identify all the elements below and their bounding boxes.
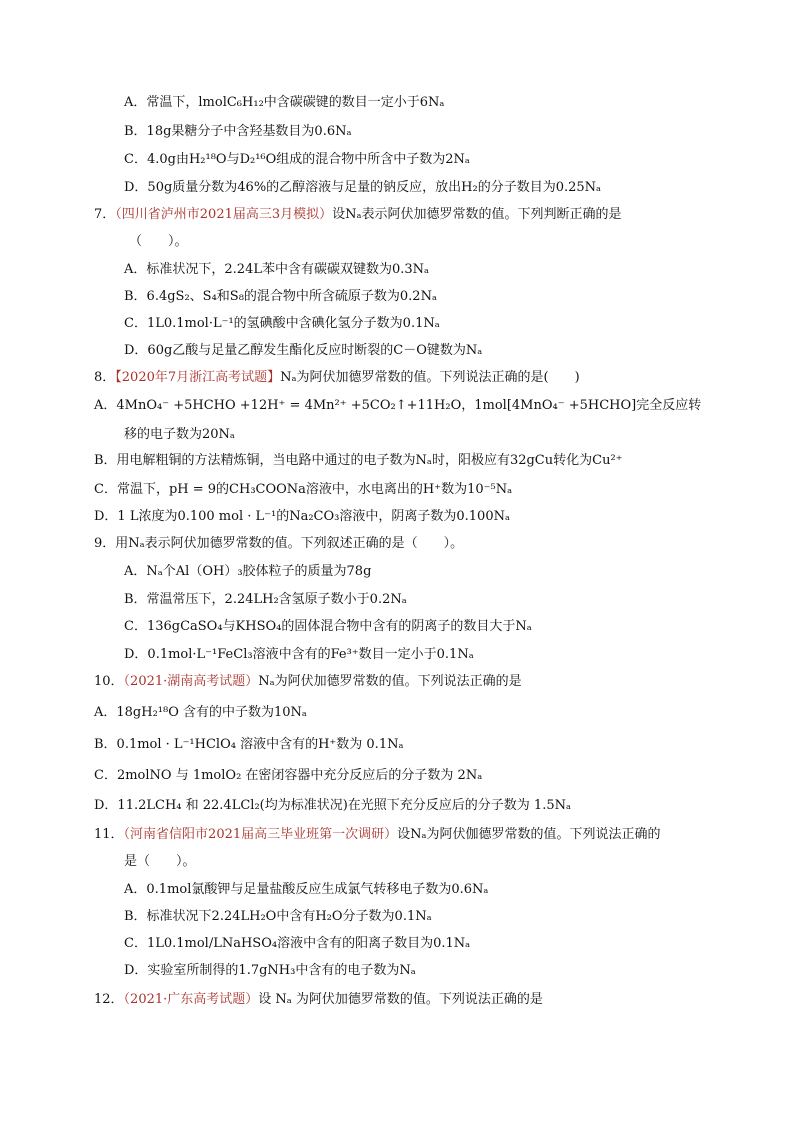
question-stem: Nₐ为阿伏加德罗常数的值。下列说法正确的是( ): [280, 370, 580, 385]
option-text: D．60g乙酸与足量乙醇发生酯化反应时断裂的C－O键数为Nₐ: [124, 343, 483, 358]
line-q8-b: [94, 452, 623, 470]
question-number: 11．: [94, 827, 124, 842]
option-text: D．50g质量分数为46%的乙醇溶液与足量的钠反应，放出H₂的分子数目为0.25Nₐ: [124, 180, 602, 195]
line-q9-a: [124, 563, 371, 581]
option-text: C．常温下，pH = 9的CH₃COONa溶液中，水电离出的H⁺数为10⁻⁵Nₐ: [94, 482, 513, 497]
option-text: A．18gH₂¹⁸O 含有的中子数为10Nₐ: [94, 705, 307, 720]
question-number: 10．: [94, 674, 124, 689]
question-stem: 设Nₐ表示阿伏加德罗常数的值。下列判断正确的是: [332, 207, 622, 222]
option-text: C．136gCaSO₄与KHSO₄的固体混合物中含有的阴离子的数目大于Nₐ: [124, 619, 532, 634]
option-text: D．0.1mol·L⁻¹FeCl₃溶液中含有的Fe³⁺数目一定小于0.1Nₐ: [124, 647, 474, 662]
option-text: B．标准状况下2.24LH₂O中含有H₂O分子数为0.1Nₐ: [124, 909, 432, 924]
question-stem: 设Nₐ为阿伏伽德罗常数的值。下列说法正确的: [397, 827, 661, 842]
option-text: A．0.1mol氯酸钾与足量盐酸反应生成氯气转移电子数为0.6Nₐ: [124, 882, 489, 897]
line-q6-b: [124, 123, 351, 141]
question-7: [94, 206, 622, 224]
line-q8-a-cont: [124, 426, 235, 444]
line-q9-b: [124, 591, 407, 609]
option-text: C．2molNO 与 1molO₂ 在密闭容器中充分反应后的分子数为 2Nₐ: [94, 768, 483, 783]
question-source: 【2020年7月浙江高考试题】: [115, 370, 281, 385]
question-9: [94, 535, 463, 553]
option-text: B．常温常压下，2.24LH₂含氢原子数小于0.2Nₐ: [124, 592, 407, 607]
line-q10-d: [94, 797, 571, 815]
question-number: 8．: [94, 370, 116, 385]
option-text: B．6.4gS₂、S₄和S₈的混合物中所含硫原子数为0.2Nₐ: [124, 289, 437, 304]
answer-blank: （ ）。: [129, 234, 188, 249]
option-text: B．0.1mol · L⁻¹HClO₄ 溶液中含有的H⁺数为 0.1Nₐ: [94, 737, 404, 752]
line-q11-c: [124, 935, 470, 953]
line-q8-a: [94, 397, 701, 415]
line-q7-blank: [129, 233, 188, 251]
line-q7-d: [124, 342, 482, 360]
line-q10-c: [94, 767, 482, 785]
line-q11-cont: [124, 853, 196, 871]
option-text: C．1L0.1mol/LNaHSO₄溶液中含有的阳离子数目为0.1Nₐ: [124, 936, 471, 951]
option-text: 移的电子数为20Nₐ: [124, 427, 235, 442]
line-q6-c: [124, 151, 470, 169]
line-q10-a: [94, 704, 307, 722]
question-source: （2021·湖南高考试题）: [123, 674, 259, 689]
question-number: 7．: [94, 207, 116, 222]
line-q9-d: [124, 646, 474, 664]
option-text: A．4MnO₄⁻ +5HCHO +12H⁺ = 4Mn²⁺ +5CO₂↑+11H₂O，1mol[4MnO₄⁻ +5HCHO]完全反应转: [94, 398, 702, 413]
option-text: C．1L0.1mol·L⁻¹的氢碘酸中含碘化氢分子数为0.1Nₐ: [124, 316, 440, 331]
question-source: （四川省泸州市2021届高三3月模拟）: [115, 207, 333, 222]
question-number: 12．: [94, 992, 124, 1007]
option-text: C．4.0g由H₂¹⁸O与D₂¹⁶O组成的混合物中所含中子数为2Nₐ: [124, 152, 470, 167]
option-text: B．18g果糖分子中含羟基数目为0.6Nₐ: [124, 124, 352, 139]
question-stem: 设 Nₐ 为阿伏加德罗常数的值。下列说法正确的是: [258, 992, 543, 1007]
question-10: [94, 673, 522, 691]
question-source: （2021·广东高考试题）: [123, 992, 259, 1007]
option-text: D．1 L浓度为0.100 mol · L⁻¹的Na₂CO₃溶液中，阴离子数为0.100Nₐ: [94, 509, 510, 524]
question-source: （河南省信阳市2021届高三毕业班第一次调研）: [123, 827, 398, 842]
line-q7-c: [124, 315, 440, 333]
option-text: D．实验室所制得的1.7gNH₃中含有的电子数为Nₐ: [124, 963, 416, 978]
line-q8-c: [94, 481, 512, 499]
line-q7-a: [124, 261, 429, 279]
question-8: [94, 369, 580, 387]
answer-blank: 是（ ）。: [124, 854, 196, 869]
question-stem: 9．用Nₐ表示阿伏加德罗常数的值。下列叙述正确的是（ ）。: [94, 536, 464, 551]
line-q7-b: [124, 288, 437, 306]
option-text: A．标准状况下，2.24L苯中含有碳碳双键数为0.3Nₐ: [124, 262, 430, 277]
option-text: B．用电解粗铜的方法精炼铜，当电路中通过的电子数为Nₐ时，阳极应有32gCu转化为Cu²⁺: [94, 453, 623, 468]
line-q11-a: [124, 881, 488, 899]
line-q10-b: [94, 736, 403, 754]
line-q11-b: [124, 908, 432, 926]
question-12: [94, 991, 543, 1009]
option-text: A．常温下，lmolC₆H₁₂中含碳碳键的数目一定小于6Nₐ: [124, 95, 445, 110]
line-q6-d: [124, 179, 601, 197]
option-text: A．Nₐ个Al（OH）₃胶体粒子的质量为78g: [124, 564, 372, 579]
option-text: D．11.2LCH₄ 和 22.4LCl₂(均为标准状况)在光照下充分反应后的分子数为 1.5Nₐ: [94, 798, 571, 813]
question-11: [94, 826, 661, 844]
line-q6-a: [124, 94, 444, 112]
line-q11-d: [124, 962, 416, 980]
line-q8-d: [94, 508, 510, 526]
question-stem: Nₐ为阿伏加德罗常数的值。下列说法正确的是: [258, 674, 522, 689]
line-q9-c: [124, 618, 532, 636]
